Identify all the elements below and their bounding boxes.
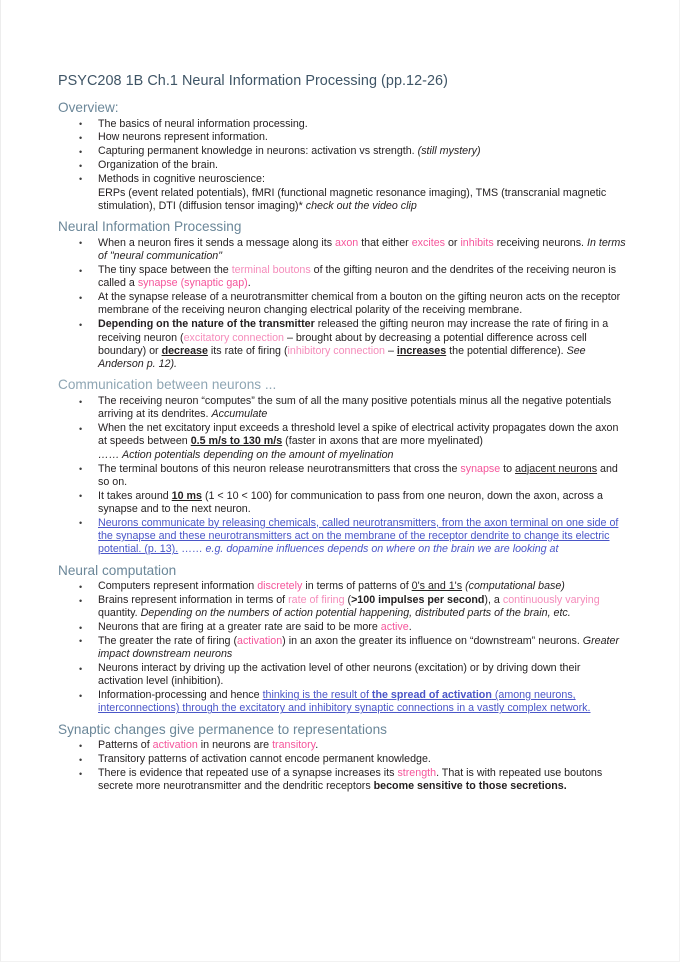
term-rate-of-firing: rate of firing [288,594,345,607]
list-item [58,739,628,752]
emphasis-become-sensitive: become sensitive to those secretions. [373,780,567,793]
text-run: Neurons that are firing at a greater rate are said to be more [98,621,381,634]
section-heading-synaptic-changes: Synaptic changes give permanence to representations [58,721,387,737]
term-transitory: transitory [272,739,316,752]
text-run: to [500,462,516,475]
text-run: its rate of firing ( [207,344,288,357]
text-run: Information-processing and hence [98,689,263,702]
highlight-blue-spread-of-activation: the spread of activation [371,689,492,702]
list-item [58,237,628,264]
note-dopamine: e.g. dopamine influences depends on where on the brain we are looking at [205,543,559,556]
text-run: Patterns of [98,739,153,752]
text-run: When a neuron fires it sends a message along its [98,236,336,249]
emphasis-transmitter-nature: Depending on the nature of the transmitter [98,318,315,331]
citation-anderson: See Anderson p. 12). [98,344,586,371]
term-strength: strength [397,767,437,780]
text-run: quantity. [98,607,141,620]
text-run: or [444,236,461,249]
bullet-text: How neurons represent information. [98,131,268,144]
text-run: Computers represent information [98,580,258,593]
list-item [58,145,628,158]
term-activation: activation [237,634,283,647]
list-item [58,753,628,766]
page-title: PSYC208 1B Ch.1 Neural Information Processing (pp.12-26) [58,73,448,89]
note-downstream-impact: Greater impact downstream neurons [98,634,620,661]
term-excitatory-connection: excitatory connection [183,331,284,344]
note-action-potentials: Depending on the numbers of action potential happening, distributed parts of the brain, etc. [140,607,571,620]
term-terminal-boutons: terminal boutons [231,264,311,277]
bullet-text: The basics of neural information processing. [98,117,308,130]
bullet-note-italic: (still mystery) [417,145,481,158]
term-activation: activation [152,739,198,752]
text-run: – [384,344,397,357]
note-italic: In terms of "neural communication" [98,236,626,263]
term-discretely: discretely [257,580,303,593]
text-run: Brains represent information in terms of [98,594,289,607]
note-myelination: …… Action potentials depending on the amount of myelination [98,448,394,461]
text-run: ), a [484,594,503,607]
text-run: released the gifting neuron may increase the rate of firing in a receiving neuron ( [98,318,609,344]
list-item [58,291,628,318]
value-axon-speed: 0.5 m/s to 130 m/s [190,435,283,448]
note-accumulate: Accumulate [211,408,268,421]
list-item [58,131,628,144]
text-run: . [408,621,412,634]
document-content [58,72,628,794]
text-run: and so on. [98,462,618,488]
note-computational-base: (computational base) [465,580,565,593]
list-item [58,118,628,131]
term-synapse: synapse [460,462,501,475]
text-run: Neurons interact by driving up the activation level of other neurons (excitation) or by driving down their activation level (inhibition). [98,662,581,688]
term-inhibits: inhibits [460,236,494,249]
text-run: …… [178,543,206,556]
neural-information-processing-bullet-list [58,237,628,371]
text-run: At the synapse release of a neurotransmitter chemical from a bouton on the gifting neuron acts on the receptor membrane of the receiving neuron changing electrical polarity of the receiving membrane. [98,291,621,317]
text-run: . [315,739,319,752]
term-binary-digits: 0's and 1's [411,580,463,593]
term-active: active [380,621,409,634]
methods-note-italic: check out the video clip [305,199,417,212]
highlight-blue-thinking: thinking is the result of [262,689,372,702]
text-run: ( [344,594,352,607]
text-run: that either [358,236,412,249]
list-item [58,767,628,794]
list-item [58,395,628,422]
text-run: . [247,277,251,290]
text-run: of the gifting neuron and the dendrites of the receiving neuron is called a [98,264,617,290]
emphasis-decrease: decrease [161,344,208,357]
list-item [58,635,628,662]
list-item [58,463,628,490]
text-run: the potential difference). [446,344,567,357]
section-heading-communication-between-neurons: Communication between neurons ... [58,377,277,393]
text-run: (1 < 10 < 100) for communication to pass from one neuron, down the axon, across a synapse and to the next neuron. [98,489,603,515]
bullet-text: Methods in cognitive neuroscience: [98,172,265,185]
value-transmission-time: 10 ms [171,489,202,502]
list-item [58,580,628,593]
text-run: It takes around [98,489,172,502]
section-heading-neural-information-processing: Neural Information Processing [58,219,242,235]
list-item [58,517,628,557]
list-item [58,689,628,716]
term-adjacent-neurons: adjacent neurons [515,462,598,475]
text-run: receiving neurons. [493,236,587,249]
text-run: The greater the rate of firing ( [98,634,238,647]
list-item [58,159,628,172]
text-run: in terms of patterns of [302,580,412,593]
bullet-text: Organization of the brain. [98,159,219,172]
text-run: The terminal boutons of this neuron release neurotransmitters that cross the [98,462,461,475]
list-item [58,594,628,621]
section-heading-neural-computation: Neural computation [58,562,177,578]
list-item [58,318,628,371]
section-heading-overview: Overview: [58,100,119,115]
overview-bullet-list [58,118,628,186]
value-impulse-rate: >100 impulses per second [351,594,485,607]
list-item [58,173,628,186]
text-run: The tiny space between the [98,264,232,277]
list-item [58,264,628,291]
text-run: (faster in axons that are more myelinated) [282,435,483,448]
text-run: ) in an axon the greater its influence on “downstream” neurons. [282,634,583,647]
text-run: . That is with repeated use boutons secrete more neurotransmitter and the dendritic receptors [98,767,603,793]
text-run: There is evidence that repeated use of a synapse increases its [98,767,398,780]
highlight-blue-network: (among neurons, interconnections) through the excitatory and inhibitory synaptic connections in a vastly complex network. [98,689,591,715]
term-continuously-varying: continuously varying [502,594,600,607]
text-run: Transitory patterns of activation cannot encode permanent knowledge. [98,753,431,766]
term-axon: axon [335,236,359,249]
synaptic-changes-bullet-list [58,739,628,793]
term-synapse: synapse (synaptic gap) [137,277,248,290]
term-excites: excites [411,236,445,249]
text-run: in neurons are [197,739,273,752]
overview-methods-detail [58,187,628,214]
list-item [58,422,628,462]
text-run: The receiving neuron “computes” the sum of all the many positive potentials minus all the negative potentials arriving at its dendrites. [98,395,612,421]
list-item [58,621,628,634]
neural-computation-bullet-list [58,580,628,715]
emphasis-increases: increases [396,344,447,357]
methods-text: ERPs (event related potentials), fMRI (functional magnetic resonance imaging), TMS (transcranial magnetic stimulation), DTI (diffusion tensor imaging)* [98,186,607,212]
text-run: When the net excitatory input exceeds a threshold level a spike of electrical activity propagates down the axon at speeds between [98,422,619,448]
list-item [58,662,628,689]
list-item [58,490,628,517]
text-run: – brought about by decreasing a potential difference across cell boundary) or [98,331,587,357]
highlight-blue-neurotransmitter-definition: Neurons communicate by releasing chemicals, called neurotransmitters, from the axon terminal on one side of the synapse and these neurotransmitters act on the membrane of the receptor dendrite to change its electric potential. (p. 13). [98,516,619,556]
communication-bullet-list [58,395,628,557]
term-inhibitory-connection: inhibitory connection [287,344,385,357]
bullet-text: Capturing permanent knowledge in neurons: activation vs strength. [98,145,415,158]
